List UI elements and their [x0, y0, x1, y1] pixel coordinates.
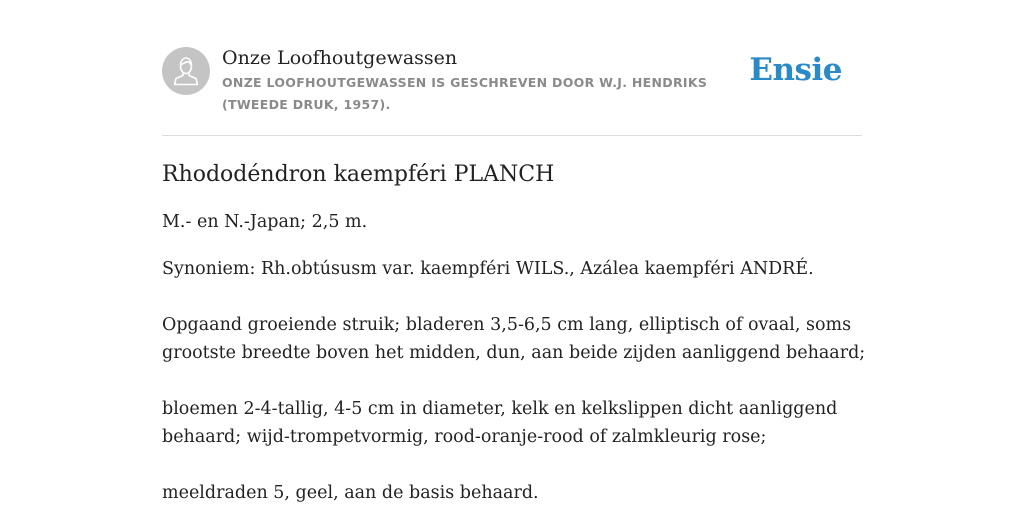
entry-title: Rhododéndron kaempféri PLANCH — [162, 162, 555, 187]
paragraph-line: grootste breedte boven het midden, dun, aan beide zijden aanliggend behaard; — [162, 343, 866, 363]
source-subtitle: ONZE LOOFHOUTGEWASSEN IS GESCHREVEN DOOR W.J. HENDRIKS (TWEEDE DRUK, 1957). — [222, 75, 708, 112]
source-title[interactable]: Onze Loofhoutgewassen — [222, 47, 458, 69]
entry-content — [162, 158, 866, 507]
paragraph-line: meeldraden 5, geel, aan de basis behaard. — [162, 483, 539, 503]
source-header — [162, 46, 862, 136]
paragraph-line: behaard; wijd-trompetvormig, rood-oranje-rood of zalmkleurig rose; — [162, 427, 767, 447]
ensie-logo[interactable]: Ensie — [749, 52, 842, 88]
entry-paragraph — [162, 395, 862, 451]
entry-distribution: M.- en N.-Japan; 2,5 m. — [162, 212, 368, 232]
entry-paragraph — [162, 479, 862, 507]
paragraph-line: bloemen 2-4-tallig, 4-5 cm in diameter, kelk en kelkslippen dicht aanliggend — [162, 399, 838, 419]
paragraph-line: Opgaand groeiende struik; bladeren 3,5-6,5 cm lang, elliptisch of ovaal, soms — [162, 315, 852, 335]
entry-synonyms: Synoniem: Rh.obtúsusm var. kaempféri WILS., Azálea kaempféri ANDRÉ. — [162, 259, 814, 279]
user-silhouette-icon — [162, 47, 210, 95]
entry-paragraph — [162, 311, 866, 367]
